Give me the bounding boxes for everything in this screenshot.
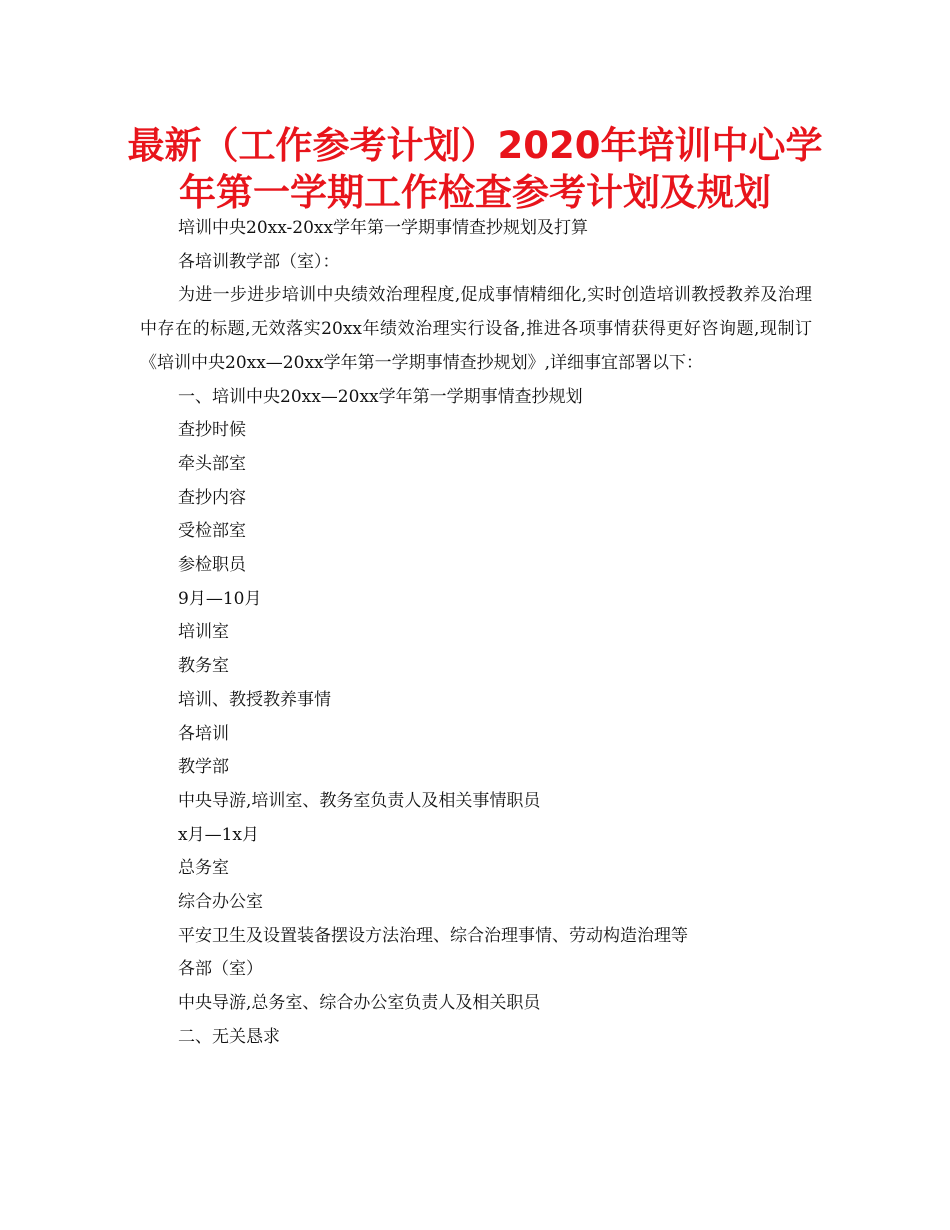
paragraph: 培训室 [178, 622, 229, 643]
paragraph: 培训、教授教养事情 [178, 689, 331, 710]
paragraph: 受检部室 [178, 521, 246, 542]
paragraph: 培训中央20xx-20xx学年第一学期事情查抄规划及打算 [178, 218, 589, 238]
paragraph: 总务室 [178, 858, 229, 879]
paragraph: 中央导游,培训室、教务室负责人及相关事情职员 [178, 790, 541, 811]
paragraph: x月—1x月 [178, 824, 259, 845]
paragraph: 各培训教学部（室）： [178, 251, 340, 272]
section-heading: 一、培训中央20xx—20xx学年第一学期事情查抄规划 [178, 386, 583, 407]
paragraph: 9月—10月 [178, 588, 262, 609]
paragraph: 平安卫生及设置装备摆设方法治理、综合治理事情、劳动构造治理等 [178, 925, 688, 946]
paragraph: 牵头部室 [178, 453, 246, 474]
document-title: 最新（工作参考计划）2020年培训中心学年第一学期工作检查参考计划及规划 [127, 124, 823, 214]
paragraph: 中央导游,总务室、综合办公室负责人及相关职员 [178, 993, 541, 1014]
section-heading: 二、无关恳求 [178, 1026, 280, 1047]
paragraph: 教务室 [178, 656, 229, 677]
paragraph: 教学部 [178, 757, 229, 778]
paragraph: 各部（室） [178, 959, 263, 980]
document-body [140, 212, 812, 1055]
paragraph: 参检职员 [178, 555, 246, 576]
paragraph: 查抄内容 [178, 487, 246, 508]
paragraph: 查抄时候 [178, 420, 246, 441]
paragraph: 为进一步进步培训中央绩效治理程度,促成事情精细化,实时创造培训教授教养及治理中存在的标题,无效落实20xx年绩效治理实行设备,推进各项事情获得更好咨询题,现制订《培训中央20xx—20xx学年第一学期事情查抄规划》,详细事宜部署以下： [140, 285, 812, 373]
paragraph: 综合办公室 [178, 892, 263, 913]
paragraph: 各培训 [178, 723, 229, 744]
